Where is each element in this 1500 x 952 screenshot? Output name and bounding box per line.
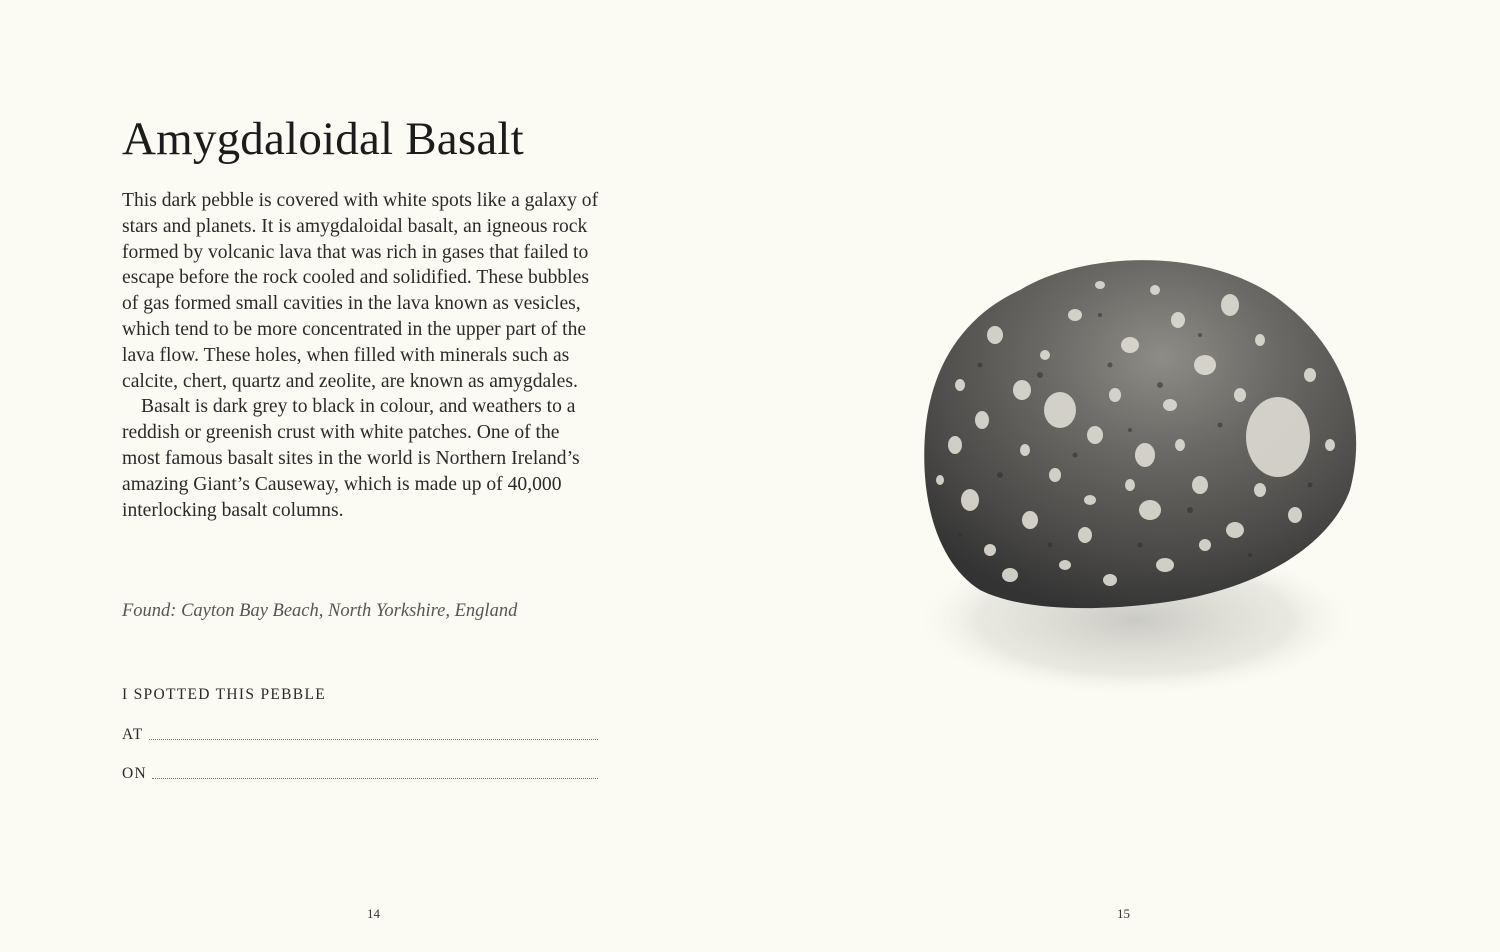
on-dotted-line — [152, 778, 598, 779]
at-dotted-line — [149, 739, 598, 740]
page-number-right: 15 — [1117, 906, 1130, 921]
paragraph-2: Basalt is dark grey to black in colour, and weathers to a reddish or greenish crust with white patches. One of the most famous basalt sites in the world is Northern Ireland’s amazing Giant’s Causeway, which is made up of 40,000 interlocking basalt columns. — [122, 396, 580, 521]
paragraph-1: This dark pebble is covered with white spots like a galaxy of stars and planets. It is amygdaloidal basalt, an igneous rock formed by volcanic lava that was rich in gases that failed to escape before the rock cooled and solidified. These bubbles of gas formed small cavities in the lava known as vesicles, which tend to be more concentrated in the upper part of the lava flow. These holes, when filled with minerals such as calcite, chert, quartz and zeolite, are known as amygdales. — [122, 190, 599, 392]
pebble-illustration — [900, 245, 1380, 705]
page-number-left: 14 — [367, 906, 380, 921]
page-title: Amygdaloidal Basalt — [122, 113, 524, 165]
found-location: Found: Cayton Bay Beach, North Yorkshire, England — [122, 601, 518, 621]
spotted-heading: I SPOTTED THIS PEBBLE — [122, 686, 326, 703]
on-fill-line — [122, 759, 598, 781]
on-label: ON — [122, 765, 147, 782]
right-page — [750, 0, 1500, 952]
at-fill-line — [122, 720, 598, 742]
description-text — [122, 188, 602, 523]
at-label: AT — [122, 726, 144, 743]
